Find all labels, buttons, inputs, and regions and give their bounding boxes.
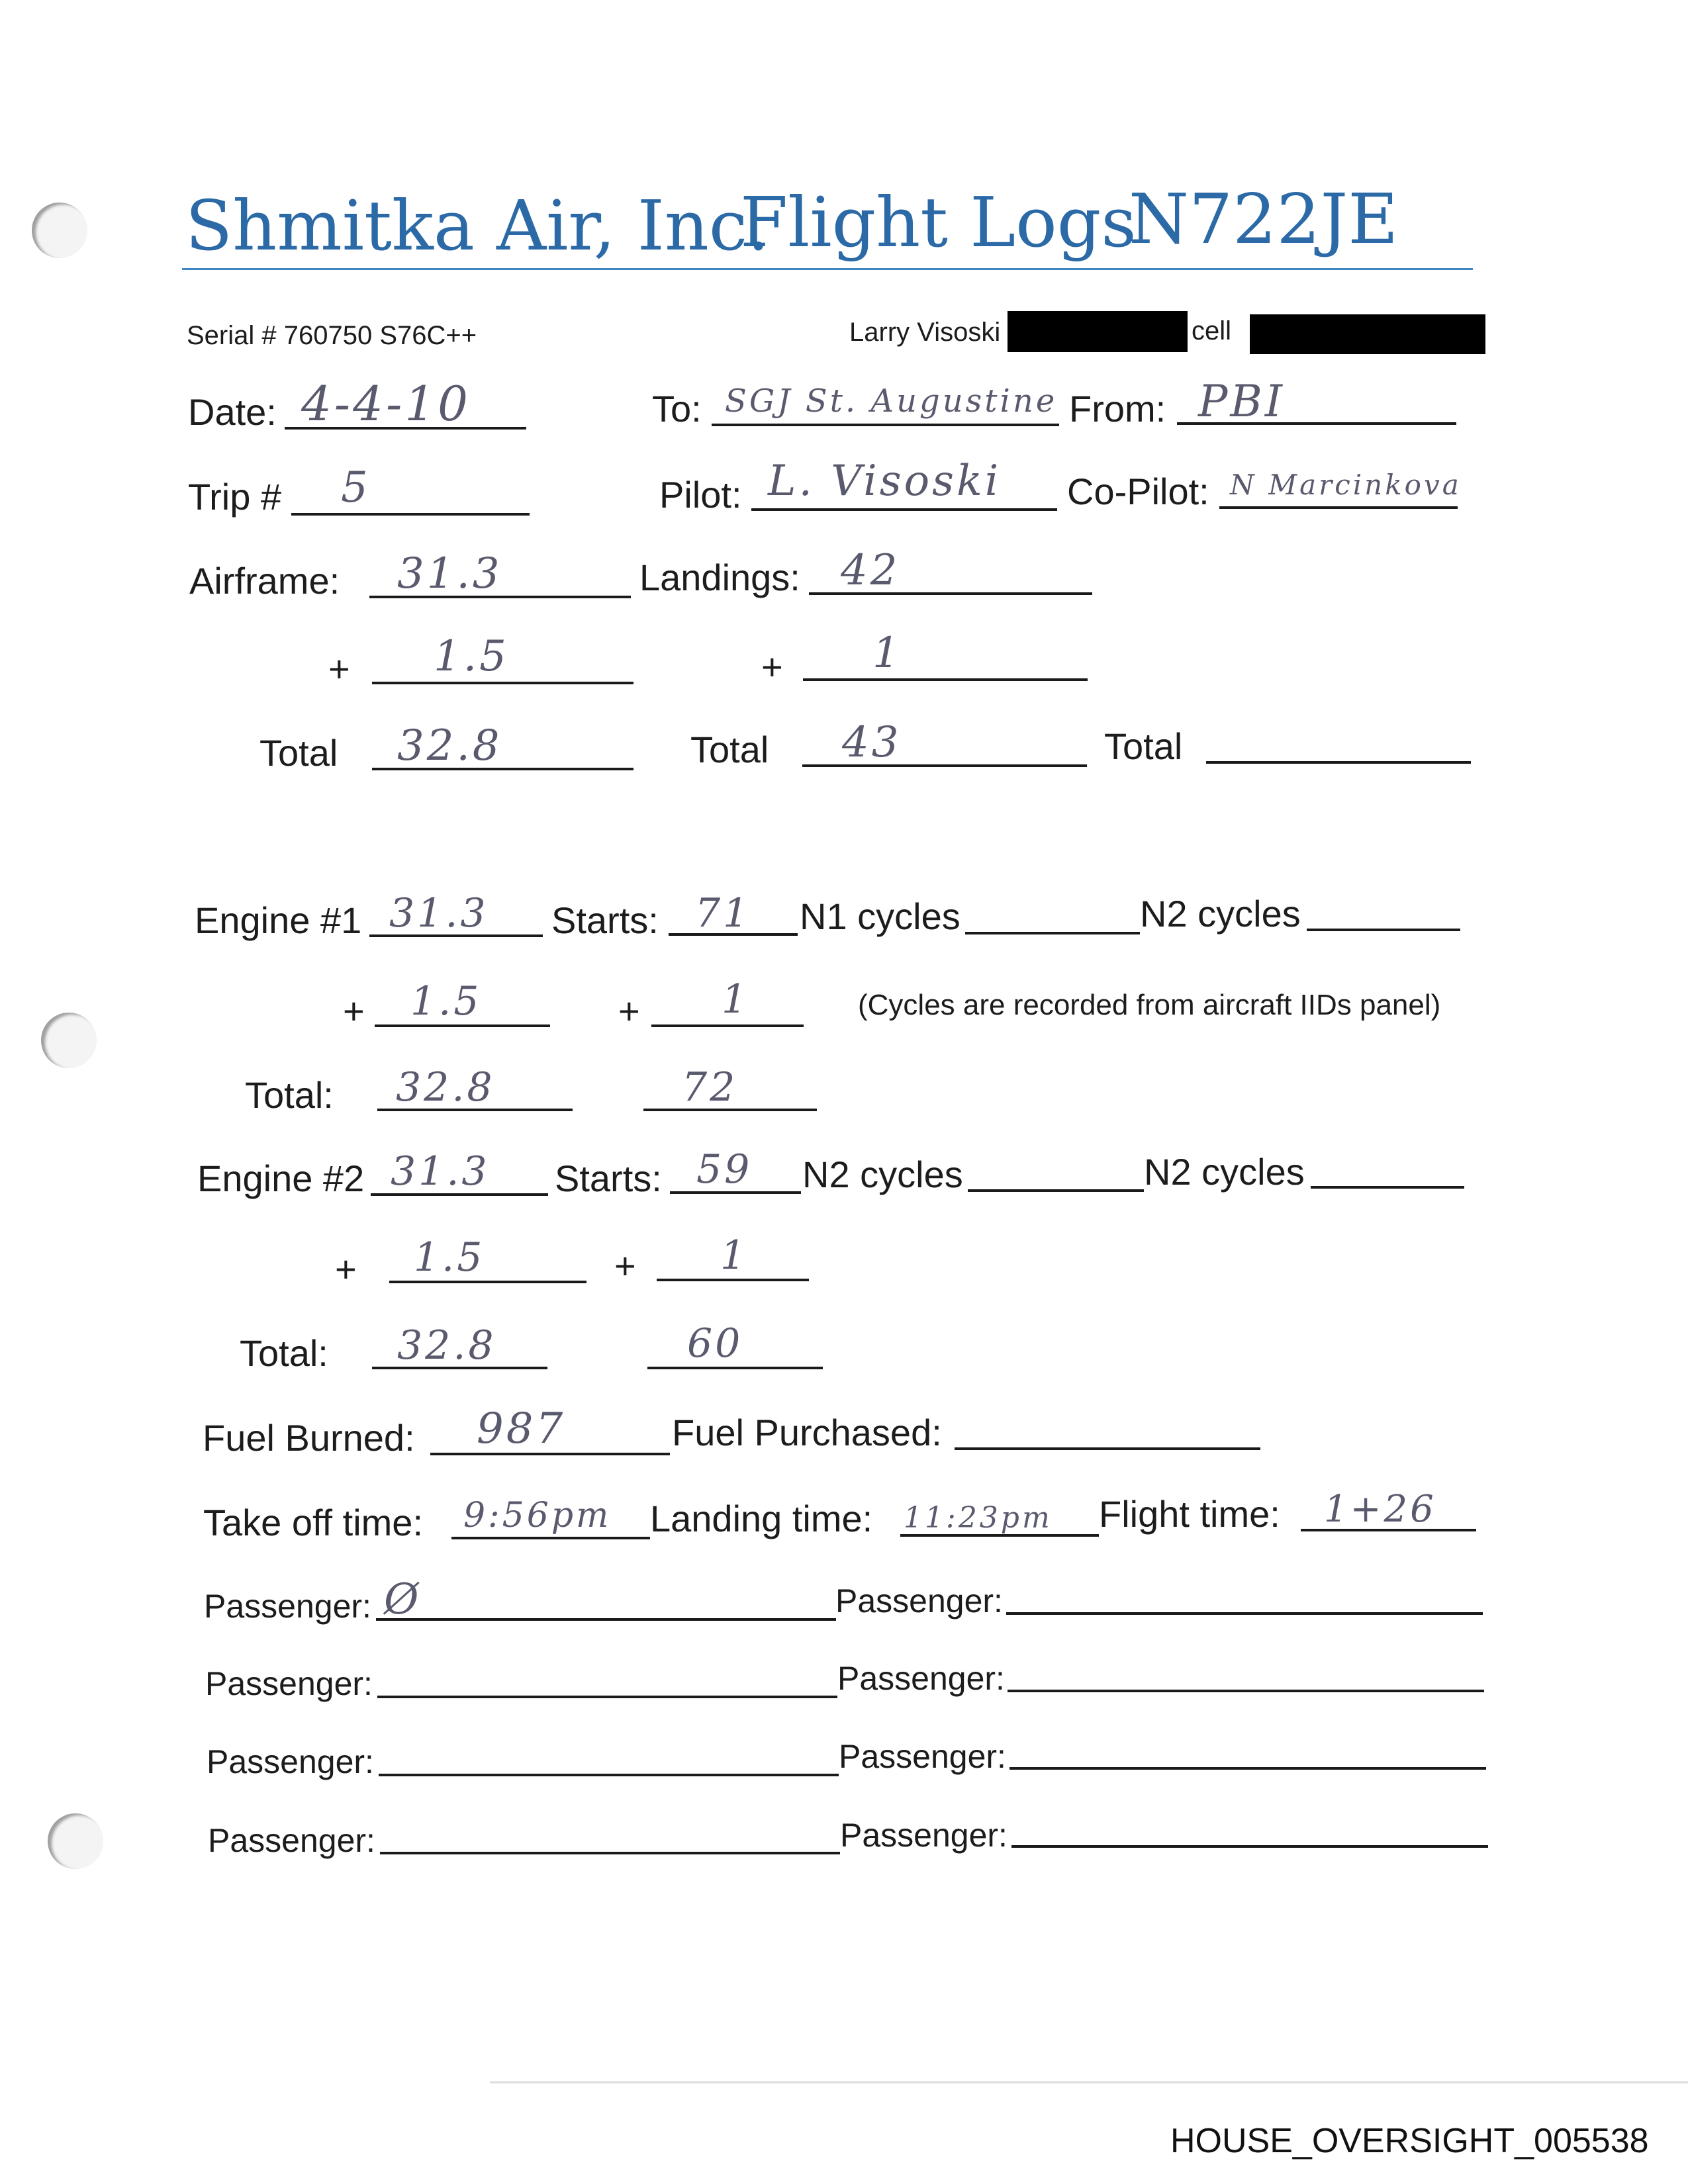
engine2-starts-total-line — [647, 1367, 823, 1369]
passenger-line — [1008, 1690, 1484, 1692]
flight-time-label: Flight time: — [1099, 1493, 1280, 1535]
landings-value: 42 — [841, 546, 900, 595]
starts-label: Starts: — [555, 1158, 662, 1199]
cycles-note: (Cycles are recorded from aircraft IIDs panel) — [858, 989, 1441, 1021]
airframe-label: Airframe: — [189, 560, 340, 602]
engine2-hours-total-value: 32.8 — [397, 1322, 496, 1369]
plus-sign: + — [761, 646, 783, 688]
n2-cycles-label: N2 cycles — [1144, 1151, 1305, 1193]
engine1-hours-value: 31.3 — [389, 890, 489, 936]
engine2-label: Engine #2 — [197, 1158, 365, 1199]
passenger-1-value: Ø — [384, 1575, 422, 1624]
landings-add-line — [803, 678, 1088, 681]
date-value: 4-4-10 — [301, 376, 471, 432]
binder-hole-middle — [41, 1013, 97, 1068]
passenger-label: Passenger: — [837, 1660, 1005, 1697]
engine1-starts-value: 71 — [695, 890, 751, 936]
engine2-starts-value: 59 — [696, 1146, 753, 1193]
engine1-hours-add-value: 1.5 — [410, 978, 482, 1024]
passenger-label: Passenger: — [840, 1817, 1008, 1854]
engine1-starts-total-value: 72 — [682, 1064, 738, 1111]
n1-cycles-line — [965, 932, 1140, 934]
engine1-hours-total-value: 32.8 — [396, 1064, 495, 1111]
engine2-hours-value: 31.3 — [391, 1148, 490, 1195]
engine2-starts-add-line — [657, 1279, 809, 1281]
pilot-label: Pilot: — [659, 474, 742, 516]
flight-time-value: 1+26 — [1324, 1488, 1436, 1531]
plus-sign: + — [614, 1245, 636, 1287]
passenger-label: Passenger: — [204, 1588, 371, 1625]
landings-label: Landings: — [639, 557, 800, 598]
landing-time-label: Landing time: — [650, 1498, 873, 1539]
landings-add-value: 1 — [872, 629, 902, 678]
plus-sign: + — [618, 990, 640, 1032]
engine1-label: Engine #1 — [195, 899, 362, 941]
fuel-burned-label: Fuel Burned: — [203, 1417, 415, 1459]
pilot-value: L. Visoski — [768, 457, 1002, 506]
plus-sign: + — [343, 990, 365, 1032]
trip-value: 5 — [341, 463, 371, 512]
passenger-line — [379, 1774, 839, 1776]
engine1-starts-add-line — [651, 1024, 804, 1027]
trip-line — [291, 513, 530, 516]
starts-label: Starts: — [551, 899, 659, 941]
trip-label: Trip # — [188, 476, 282, 518]
to-label: To: — [652, 388, 702, 430]
engine2-hours-add-line — [389, 1281, 586, 1283]
from-value: PBI — [1198, 376, 1285, 427]
pilot-line — [751, 508, 1057, 511]
takeoff-line — [451, 1537, 650, 1539]
passenger-line — [1006, 1612, 1483, 1615]
n2-cycles-line — [968, 1189, 1144, 1192]
serial-number: Serial # 760750 S76C++ — [187, 321, 477, 350]
total-label: Total — [1104, 725, 1183, 767]
engine1-starts-add-value: 1 — [722, 976, 750, 1023]
contact-name: Larry Visoski — [849, 318, 1001, 347]
n2-cycles-label: N2 cycles — [802, 1154, 963, 1195]
total-label: Total: — [245, 1074, 334, 1116]
takeoff-value: 9:56pm — [463, 1496, 612, 1535]
cell-label: cell — [1192, 316, 1232, 345]
copilot-value: N Marcinkova — [1230, 469, 1462, 501]
bates-number: HOUSE_OVERSIGHT_005538 — [1170, 2122, 1649, 2160]
n2-cycles-line — [1307, 929, 1460, 931]
to-line — [712, 424, 1059, 426]
fuel-burned-value: 987 — [477, 1404, 566, 1453]
from-label: From: — [1069, 388, 1166, 430]
passenger-label: Passenger: — [835, 1582, 1003, 1619]
airframe-add-line — [372, 682, 633, 684]
engine2-starts-add-value: 1 — [720, 1232, 749, 1279]
airframe-total-value: 32.8 — [397, 721, 502, 770]
fuel-purchased-label: Fuel Purchased: — [672, 1412, 942, 1453]
total-label: Total — [690, 729, 769, 770]
total-label: Total — [259, 732, 338, 774]
passenger-line — [1011, 1845, 1488, 1848]
engine1-hours-add-line — [375, 1024, 550, 1027]
takeoff-label: Take off time: — [203, 1502, 424, 1543]
copilot-label: Co-Pilot: — [1067, 471, 1209, 512]
airframe-value: 31.3 — [397, 549, 502, 598]
fuel-purchased-line — [955, 1447, 1260, 1450]
plus-sign: + — [335, 1248, 357, 1290]
total-label: Total: — [240, 1332, 328, 1374]
to-value: SGJ St. Augustine — [725, 383, 1058, 420]
plus-sign: + — [328, 648, 350, 690]
airframe-add-value: 1.5 — [434, 632, 509, 681]
landings-total-value: 43 — [842, 718, 902, 767]
passenger-line — [1009, 1767, 1486, 1770]
n2-cycles-label: N2 cycles — [1140, 893, 1301, 934]
scan-edge — [490, 2081, 1688, 2083]
passenger-line — [380, 1852, 840, 1854]
landing-time-value: 11:23pm — [904, 1501, 1053, 1535]
third-total-line — [1206, 761, 1471, 764]
engine2-hours-add-value: 1.5 — [414, 1234, 485, 1281]
n1-cycles-label: N1 cycles — [800, 895, 961, 937]
binder-hole-top — [32, 203, 87, 258]
passenger-label: Passenger: — [839, 1738, 1006, 1775]
date-label: Date: — [188, 391, 277, 433]
redaction-box — [1250, 314, 1485, 354]
tail-number: N722JE — [1129, 179, 1399, 259]
company-title: Shmitka Air, Inc. — [185, 185, 770, 266]
n2-cycles-line — [1311, 1186, 1464, 1189]
flight-logs-title: Flight Logs — [740, 182, 1137, 263]
passenger-line — [377, 1696, 837, 1698]
passenger-label: Passenger: — [208, 1822, 375, 1859]
redaction-box — [1008, 311, 1188, 352]
binder-hole-bottom — [48, 1813, 103, 1869]
passenger-label: Passenger: — [205, 1665, 373, 1702]
passenger-line — [376, 1618, 836, 1621]
title-rule — [182, 268, 1473, 270]
engine2-starts-total-value: 60 — [687, 1320, 743, 1367]
copilot-line — [1219, 506, 1458, 509]
passenger-label: Passenger: — [207, 1743, 374, 1780]
